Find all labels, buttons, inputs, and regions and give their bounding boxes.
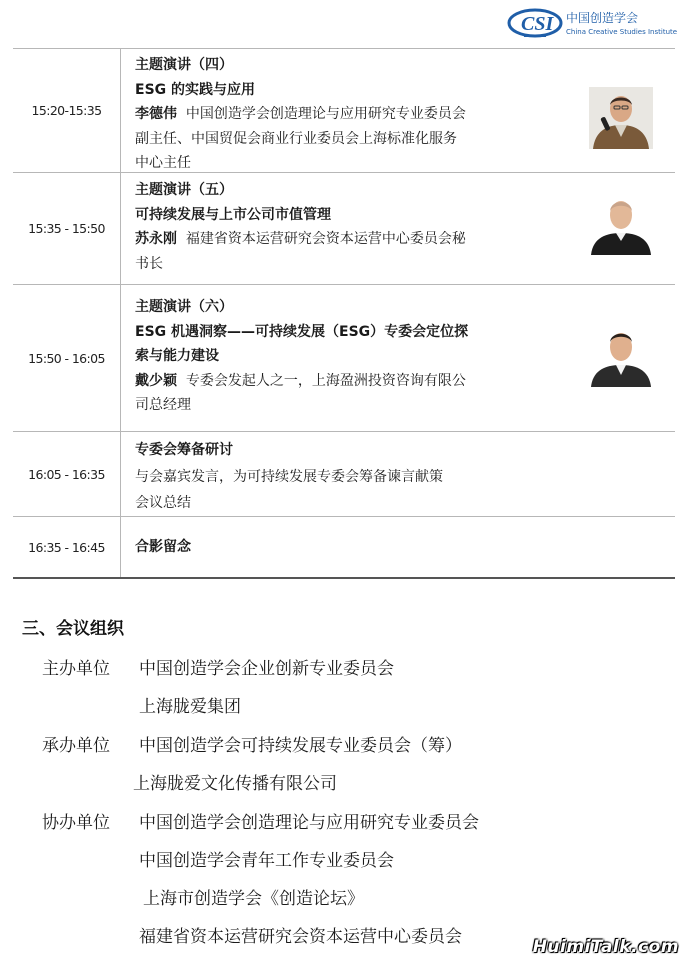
- host-org: 中国创造学会企业创新专业委员会: [139, 659, 394, 679]
- host-label: 主办单位: [42, 659, 110, 679]
- time-cell: 15:20-15:35: [13, 49, 121, 172]
- speaker-photo: [589, 193, 653, 255]
- table-row: [13, 517, 675, 579]
- organizer-org: 中国创造学会可持续发展专业委员会（筹）: [139, 736, 462, 756]
- time-cell: 15:50 - 16:05: [13, 285, 121, 431]
- session-title: 主题演讲（四）: [135, 57, 233, 73]
- co-organizer-org: 中国创造学会青年工作专业委员会: [139, 851, 394, 871]
- time-cell: 16:05 - 16:35: [13, 432, 121, 516]
- speaker-name: 戴少颖: [135, 372, 177, 389]
- session-topic: 索与能力建设: [135, 348, 219, 364]
- logo-cn-name: 中国创造学会: [566, 11, 639, 25]
- table-row: [13, 432, 675, 517]
- co-organizer-org: 上海市创造学会《创造论坛》: [143, 889, 364, 909]
- host-org: 上海胧爱集团: [139, 697, 241, 717]
- speaker-desc: 中国创造学会创造理论与应用研究专业委员会: [185, 106, 466, 122]
- speaker-desc: 专委会发起人之一，上海盈洲投资咨询有限公: [185, 372, 466, 389]
- speaker-photo: [589, 87, 653, 149]
- speaker-name: 李德伟: [135, 106, 177, 122]
- speaker-desc: 书长: [135, 255, 163, 272]
- session-title: 主题演讲（六）: [135, 299, 233, 315]
- time-cell: 16:35 - 16:45: [13, 517, 121, 577]
- session-title: 主题演讲（五）: [135, 182, 233, 198]
- speaker-desc: 中心主任: [135, 155, 191, 171]
- csi-logo-icon: [506, 6, 564, 40]
- organizer-org: 上海胧爱文化传播有限公司: [133, 774, 337, 794]
- table-row: [13, 285, 675, 432]
- session-title: 合影留念: [135, 539, 191, 555]
- speaker-name: 苏永刚: [135, 231, 177, 247]
- table-row: [13, 173, 675, 285]
- time-cell: 15:35 - 15:50: [13, 173, 121, 284]
- organizer-label: 承办单位: [42, 736, 110, 756]
- logo: [506, 6, 681, 42]
- section-title: 三、会议组织: [22, 619, 124, 639]
- logo-en-name: China Creative Studies Institute: [566, 28, 678, 36]
- speaker-desc: 副主任、中国贸促会商业行业委员会上海标准化服务: [135, 130, 457, 147]
- co-organizer-org: 中国创造学会创造理论与应用研究专业委员会: [139, 813, 479, 833]
- session-topic: 可持续发展与上市公司市值管理: [135, 206, 331, 223]
- speaker-desc: 福建省资本运营研究会资本运营中心委员会秘: [185, 231, 466, 247]
- session-title: 专委会筹备研讨: [135, 442, 233, 458]
- speaker-photo: [589, 325, 653, 387]
- session-line: 与会嘉宾发言，为可持续发展专委会筹备谏言献策: [135, 468, 443, 485]
- session-line: 会议总结: [135, 494, 191, 511]
- co-organizer-label: 协办单位: [42, 813, 110, 833]
- session-topic: ESG 的实践与应用: [135, 81, 256, 98]
- session-topic: ESG 机遇洞察——可持续发展（ESG）专委会定位探: [135, 323, 469, 340]
- table-row: [13, 48, 675, 173]
- co-organizer-org: 福建省资本运营研究会资本运营中心委员会: [139, 927, 462, 947]
- schedule-table: [13, 48, 675, 579]
- speaker-desc: 司总经理: [135, 397, 191, 413]
- watermark: HuimiTalk.com: [532, 937, 679, 957]
- svg-text:CSI: CSI: [521, 13, 554, 35]
